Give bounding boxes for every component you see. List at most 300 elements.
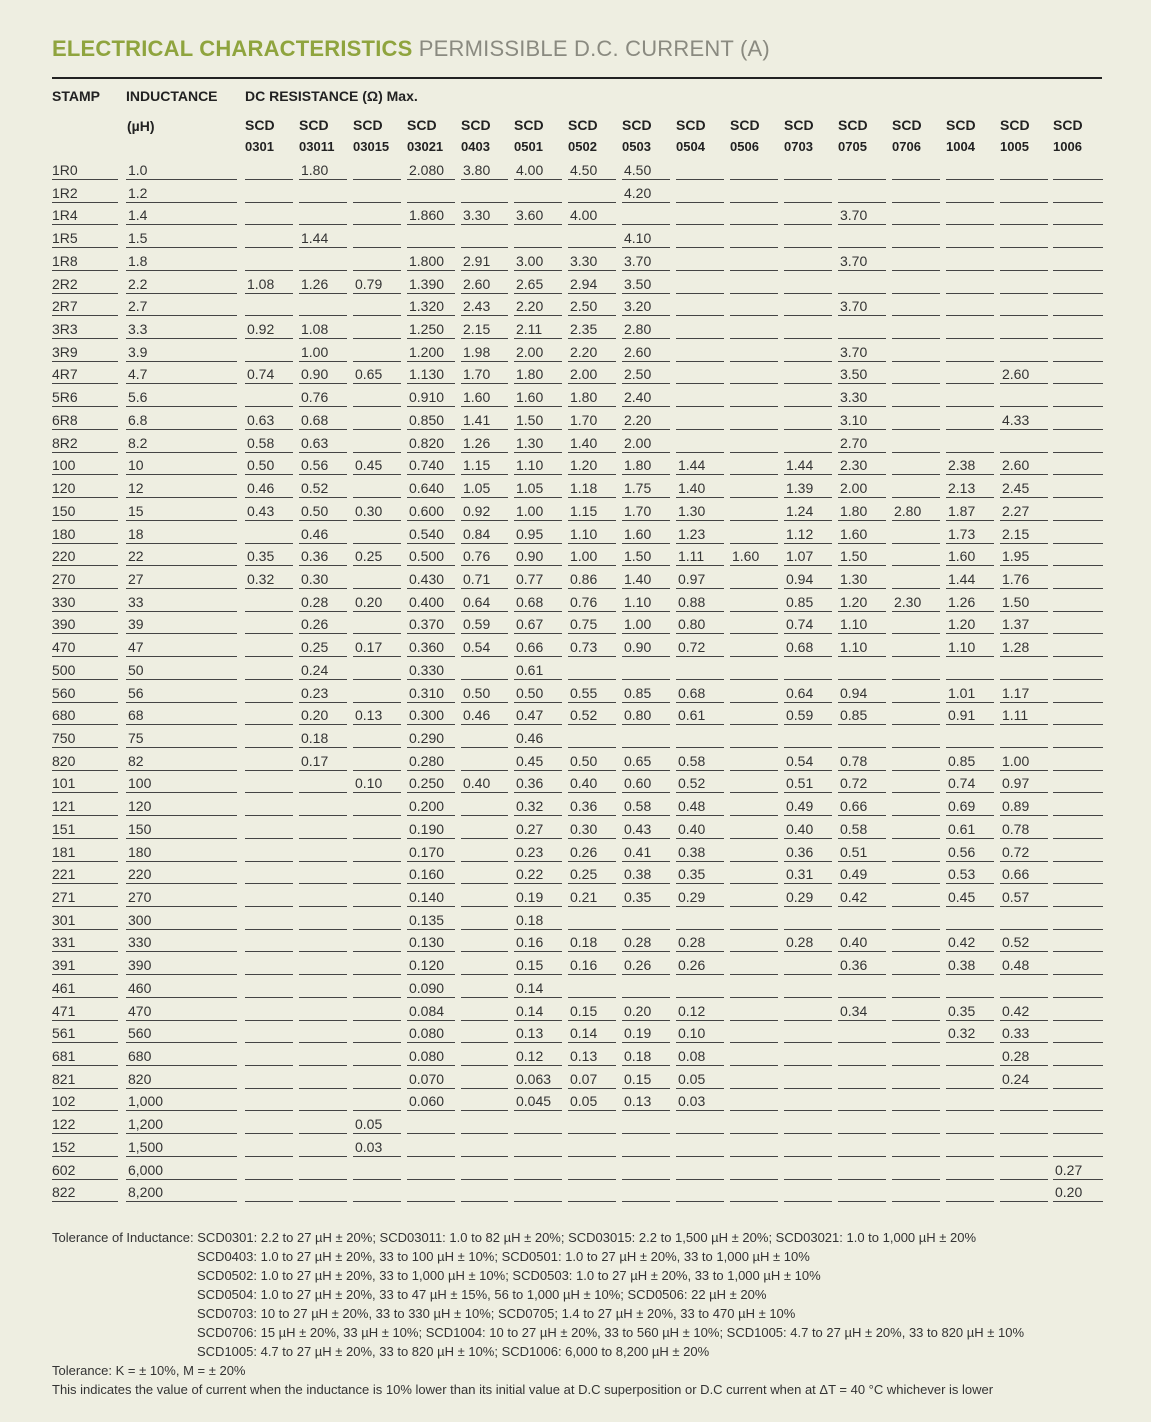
resistance-cell: 0.72 — [676, 637, 724, 657]
resistance-cell: 0.280 — [407, 751, 455, 771]
table-row — [52, 751, 1103, 774]
resistance-cell: 0.20 — [622, 1001, 670, 1021]
resistance-cell — [1053, 342, 1103, 362]
top-rule — [52, 77, 1102, 79]
resistance-cell: 0.24 — [299, 660, 347, 680]
inductance-cell: 1,000 — [126, 1091, 237, 1111]
resistance-cell: 0.66 — [1000, 864, 1048, 884]
resistance-cell — [892, 637, 940, 657]
resistance-cell: 0.33 — [1000, 1023, 1048, 1043]
resistance-cell — [730, 1114, 778, 1134]
resistance-cell — [245, 978, 293, 998]
resistance-cell — [245, 705, 293, 725]
resistance-cell: 0.46 — [514, 728, 562, 748]
resistance-cell: 0.36 — [299, 546, 347, 566]
tolerance-line: SCD0502: 1.0 to 27 µH ± 20%, 33 to 1,000 µH ± 10%; SCD0503: 1.0 to 27 µH ± 20%, 33 to 1,000 µH ± 10% — [197, 1268, 821, 1283]
resistance-cell: 2.35 — [568, 319, 616, 339]
resistance-cell — [784, 251, 832, 271]
resistance-cell — [1053, 455, 1103, 475]
resistance-cell — [514, 1160, 562, 1180]
table-row — [52, 932, 1103, 955]
resistance-cell — [892, 387, 940, 407]
resistance-cell: 0.40 — [568, 773, 616, 793]
resistance-cell — [892, 660, 940, 680]
resistance-cell: 4.50 — [568, 160, 616, 180]
resistance-cell — [353, 478, 401, 498]
resistance-cell: 0.22 — [514, 864, 562, 884]
resistance-cell: 3.50 — [622, 274, 670, 294]
resistance-cell: 0.77 — [514, 569, 562, 589]
resistance-cell — [892, 1069, 940, 1089]
resistance-cell: 0.500 — [407, 546, 455, 566]
resistance-cell — [946, 1182, 994, 1202]
stamp-cell: 500 — [52, 660, 118, 680]
inductance-cell: 560 — [126, 1023, 237, 1043]
resistance-cell — [1053, 228, 1103, 248]
resistance-cell: 0.15 — [568, 1001, 616, 1021]
resistance-cell — [568, 728, 616, 748]
resistance-cell: 1.05 — [514, 478, 562, 498]
resistance-cell — [946, 910, 994, 930]
stamp-cell: 120 — [52, 478, 118, 498]
resistance-cell — [245, 728, 293, 748]
series-header-code: 0506 — [730, 139, 759, 154]
table-row — [52, 1137, 1103, 1160]
resistance-cell — [784, 342, 832, 362]
resistance-cell — [676, 1160, 724, 1180]
resistance-cell — [461, 228, 508, 248]
resistance-cell: 3.30 — [838, 387, 886, 407]
resistance-cell — [946, 1114, 994, 1134]
resistance-cell — [892, 1137, 940, 1157]
resistance-cell — [730, 319, 778, 339]
resistance-cell: 1.60 — [730, 546, 778, 566]
resistance-cell: 0.45 — [353, 455, 401, 475]
tolerance-line: SCD0706: 15 µH ± 20%, 33 µH ± 10%; SCD1004: 10 to 27 µH ± 20%, 33 to 560 µH ± 10%; SCD1005: 4.7 to 27 µH ± 20%, 33 to 820 µH ± 10% — [197, 1325, 1025, 1340]
resistance-cell: 0.42 — [946, 932, 994, 952]
resistance-cell: 0.08 — [676, 1046, 724, 1066]
table-row — [52, 410, 1103, 433]
resistance-cell — [892, 478, 940, 498]
resistance-cell — [892, 728, 940, 748]
resistance-cell — [946, 1069, 994, 1089]
resistance-cell: 1.10 — [568, 524, 616, 544]
header-inductance-unit: (µH) — [127, 118, 155, 134]
resistance-cell — [892, 433, 940, 453]
resistance-cell — [892, 455, 940, 475]
resistance-cell: 0.76 — [461, 546, 508, 566]
resistance-cell — [1053, 728, 1103, 748]
resistance-cell — [622, 205, 670, 225]
resistance-cell: 1.76 — [1000, 569, 1048, 589]
resistance-cell: 4.00 — [514, 160, 562, 180]
resistance-cell — [622, 1160, 670, 1180]
table-row — [52, 524, 1103, 547]
resistance-cell — [730, 637, 778, 657]
series-header-code: 03011 — [299, 139, 335, 154]
resistance-cell: 1.20 — [568, 455, 616, 475]
resistance-cell: 0.30 — [299, 569, 347, 589]
stamp-cell: 820 — [52, 751, 118, 771]
resistance-cell — [245, 773, 293, 793]
resistance-cell — [1000, 342, 1048, 362]
resistance-cell — [1053, 660, 1103, 680]
resistance-cell: 1.07 — [784, 546, 832, 566]
resistance-cell — [838, 728, 886, 748]
resistance-cell — [1053, 1114, 1103, 1134]
resistance-cell — [730, 932, 778, 952]
series-header-top: SCD — [838, 117, 868, 133]
resistance-cell — [730, 705, 778, 725]
resistance-cell: 0.14 — [514, 978, 562, 998]
resistance-cell — [946, 1160, 994, 1180]
resistance-cell: 1.24 — [784, 501, 832, 521]
resistance-cell — [353, 251, 401, 271]
table-row — [52, 546, 1103, 569]
resistance-cell — [1000, 1137, 1048, 1157]
resistance-cell — [353, 819, 401, 839]
resistance-cell — [622, 660, 670, 680]
series-header-top: SCD — [245, 117, 275, 133]
table-row — [52, 364, 1103, 387]
series-header-top: SCD — [892, 117, 922, 133]
resistance-cell — [299, 251, 347, 271]
table-row — [52, 1182, 1103, 1205]
table-row — [52, 1091, 1103, 1114]
resistance-cell: 3.10 — [838, 410, 886, 430]
inductance-cell: 220 — [126, 864, 237, 884]
resistance-cell — [461, 932, 508, 952]
resistance-cell — [1053, 319, 1103, 339]
resistance-cell — [730, 1069, 778, 1089]
stamp-cell: 391 — [52, 955, 118, 975]
stamp-cell: 602 — [52, 1160, 118, 1180]
inductance-cell: 270 — [126, 887, 237, 907]
resistance-cell: 0.32 — [514, 796, 562, 816]
table-row — [52, 614, 1103, 637]
resistance-cell — [353, 433, 401, 453]
resistance-cell — [1000, 205, 1048, 225]
resistance-cell: 1.00 — [1000, 751, 1048, 771]
resistance-cell: 1.30 — [838, 569, 886, 589]
resistance-cell — [461, 1137, 508, 1157]
resistance-cell: 1.87 — [946, 501, 994, 521]
resistance-cell — [946, 1137, 994, 1157]
resistance-cell — [353, 728, 401, 748]
resistance-cell — [892, 1001, 940, 1021]
resistance-cell: 0.74 — [946, 773, 994, 793]
resistance-cell: 0.16 — [568, 955, 616, 975]
resistance-cell: 0.92 — [461, 501, 508, 521]
stamp-cell: 3R9 — [52, 342, 118, 362]
resistance-cell — [1000, 728, 1048, 748]
resistance-cell — [946, 433, 994, 453]
resistance-cell: 0.063 — [514, 1069, 562, 1089]
resistance-cell — [1053, 251, 1103, 271]
resistance-cell: 0.36 — [784, 842, 832, 862]
resistance-cell: 0.50 — [299, 501, 347, 521]
resistance-cell: 1.10 — [514, 455, 562, 475]
resistance-cell — [461, 796, 508, 816]
inductance-cell: 1,500 — [126, 1137, 237, 1157]
resistance-cell: 0.360 — [407, 637, 455, 657]
tolerance-line: SCD0703: 10 to 27 µH ± 20%, 33 to 330 µH ± 10%; SCD0705; 1.4 to 27 µH ± 20%, 33 to 470 µH ± 10% — [197, 1306, 796, 1321]
resistance-cell — [407, 228, 455, 248]
stamp-cell: 1R2 — [52, 183, 118, 203]
resistance-cell: 0.130 — [407, 932, 455, 952]
resistance-cell: 2.15 — [1000, 524, 1048, 544]
series-header-code: 0706 — [892, 139, 921, 154]
inductance-cell: 4.7 — [126, 364, 237, 384]
resistance-cell — [892, 910, 940, 930]
resistance-cell: 0.68 — [299, 410, 347, 430]
resistance-cell — [245, 1023, 293, 1043]
tolerance-line: SCD0403: 1.0 to 27 µH ± 20%, 33 to 100 µH ± 10%; SCD0501: 1.0 to 27 µH ± 20%, 33 to 1,000 µH ± 10% — [197, 1249, 810, 1264]
resistance-cell: 0.46 — [299, 524, 347, 544]
resistance-cell — [299, 955, 347, 975]
resistance-cell: 0.16 — [514, 932, 562, 952]
resistance-cell — [730, 751, 778, 771]
resistance-cell: 0.61 — [676, 705, 724, 725]
resistance-cell — [892, 524, 940, 544]
table-row — [52, 501, 1103, 524]
inductance-cell: 470 — [126, 1001, 237, 1021]
resistance-cell: 0.05 — [568, 1091, 616, 1111]
resistance-cell: 0.97 — [1000, 773, 1048, 793]
resistance-cell: 2.30 — [892, 592, 940, 612]
resistance-cell: 0.400 — [407, 592, 455, 612]
stamp-cell: 102 — [52, 1091, 118, 1111]
resistance-cell: 0.910 — [407, 387, 455, 407]
series-header-code: 1005 — [1000, 139, 1029, 154]
resistance-cell: 0.85 — [784, 592, 832, 612]
resistance-cell — [1053, 705, 1103, 725]
series-header-top: SCD — [676, 117, 706, 133]
resistance-cell — [1000, 228, 1048, 248]
resistance-cell: 0.45 — [514, 751, 562, 771]
resistance-cell: 0.07 — [568, 1069, 616, 1089]
resistance-cell: 1.80 — [568, 387, 616, 407]
resistance-cell — [730, 819, 778, 839]
resistance-cell: 0.30 — [353, 501, 401, 521]
table-row — [52, 1023, 1103, 1046]
resistance-cell — [245, 637, 293, 657]
resistance-cell: 0.50 — [461, 683, 508, 703]
table-row — [52, 978, 1103, 1001]
stamp-cell: 390 — [52, 614, 118, 634]
resistance-cell: 0.50 — [245, 455, 293, 475]
resistance-cell — [245, 524, 293, 544]
resistance-cell: 0.90 — [299, 364, 347, 384]
resistance-cell — [892, 683, 940, 703]
resistance-cell: 0.84 — [461, 524, 508, 544]
resistance-cell: 0.36 — [514, 773, 562, 793]
resistance-cell — [353, 205, 401, 225]
table-row — [52, 251, 1103, 274]
table-row — [52, 1069, 1103, 1092]
inductance-cell: 12 — [126, 478, 237, 498]
resistance-cell — [568, 228, 616, 248]
resistance-cell — [1053, 296, 1103, 316]
inductance-cell: 3.3 — [126, 319, 237, 339]
resistance-cell — [407, 1114, 455, 1134]
resistance-cell: 4.10 — [622, 228, 670, 248]
resistance-cell — [299, 978, 347, 998]
resistance-cell: 0.86 — [568, 569, 616, 589]
resistance-cell: 0.53 — [946, 864, 994, 884]
resistance-cell — [892, 1046, 940, 1066]
table-row — [52, 387, 1103, 410]
resistance-cell: 0.10 — [353, 773, 401, 793]
resistance-cell — [353, 342, 401, 362]
inductance-cell: 2.2 — [126, 274, 237, 294]
resistance-cell — [299, 796, 347, 816]
resistance-cell — [299, 183, 347, 203]
resistance-cell: 1.860 — [407, 205, 455, 225]
resistance-cell — [353, 1023, 401, 1043]
resistance-cell — [730, 864, 778, 884]
resistance-cell: 0.135 — [407, 910, 455, 930]
resistance-cell: 0.54 — [784, 751, 832, 771]
inductance-cell: 56 — [126, 683, 237, 703]
resistance-cell — [1053, 864, 1103, 884]
data-table — [52, 160, 1103, 1205]
series-header-code: 1006 — [1053, 139, 1082, 154]
series-header-code: 03021 — [407, 139, 444, 154]
resistance-cell: 1.30 — [676, 501, 724, 521]
stamp-cell: 680 — [52, 705, 118, 725]
resistance-cell — [838, 228, 886, 248]
resistance-cell — [568, 660, 616, 680]
inductance-cell: 22 — [126, 546, 237, 566]
resistance-cell: 1.00 — [622, 614, 670, 634]
stamp-cell: 1R5 — [52, 228, 118, 248]
resistance-cell: 0.28 — [622, 932, 670, 952]
resistance-cell — [1000, 387, 1048, 407]
resistance-cell — [946, 183, 994, 203]
inductance-cell: 6.8 — [126, 410, 237, 430]
resistance-cell — [676, 910, 724, 930]
resistance-cell: 0.58 — [676, 751, 724, 771]
stamp-cell: 3R3 — [52, 319, 118, 339]
resistance-cell — [730, 251, 778, 271]
table-row — [52, 796, 1103, 819]
resistance-cell: 2.60 — [1000, 455, 1048, 475]
resistance-cell: 0.430 — [407, 569, 455, 589]
resistance-cell — [245, 342, 293, 362]
resistance-cell: 0.49 — [784, 796, 832, 816]
resistance-cell: 1.800 — [407, 251, 455, 271]
resistance-cell — [892, 251, 940, 271]
resistance-cell: 0.59 — [461, 614, 508, 634]
inductance-cell: 1.8 — [126, 251, 237, 271]
tolerance-line: Tolerance of Inductance: SCD0301: 2.2 to 27 µH ± 20%; SCD03011: 1.0 to 82 µH ± 20%; SCD03015: 2.2 to 1,500 µH ± 20%; SCD03021: 1.0 to 1,000 µH ± 20% — [52, 1230, 977, 1245]
resistance-cell — [892, 864, 940, 884]
inductance-cell: 100 — [126, 773, 237, 793]
resistance-cell: 1.30 — [514, 433, 562, 453]
resistance-cell: 0.76 — [568, 592, 616, 612]
resistance-cell — [461, 1091, 508, 1111]
stamp-cell: 271 — [52, 887, 118, 907]
resistance-cell — [892, 887, 940, 907]
resistance-cell: 0.65 — [353, 364, 401, 384]
resistance-cell: 1.60 — [622, 524, 670, 544]
resistance-cell — [245, 1069, 293, 1089]
resistance-cell — [245, 660, 293, 680]
resistance-cell: 2.00 — [622, 433, 670, 453]
resistance-cell — [946, 160, 994, 180]
resistance-cell: 0.65 — [622, 751, 670, 771]
resistance-cell — [784, 728, 832, 748]
resistance-cell: 2.50 — [568, 296, 616, 316]
resistance-cell — [892, 569, 940, 589]
resistance-cell — [730, 1160, 778, 1180]
resistance-cell — [1053, 524, 1103, 544]
resistance-cell — [1053, 1001, 1103, 1021]
resistance-cell — [730, 978, 778, 998]
resistance-cell: 0.084 — [407, 1001, 455, 1021]
resistance-cell: 1.11 — [676, 546, 724, 566]
inductance-cell: 3.9 — [126, 342, 237, 362]
resistance-cell: 1.80 — [514, 364, 562, 384]
resistance-cell — [892, 819, 940, 839]
resistance-cell — [784, 160, 832, 180]
table-row — [52, 592, 1103, 615]
resistance-cell — [730, 228, 778, 248]
resistance-cell — [353, 683, 401, 703]
resistance-cell — [1053, 773, 1103, 793]
resistance-cell: 3.70 — [838, 296, 886, 316]
resistance-cell — [568, 183, 616, 203]
resistance-cell — [730, 614, 778, 634]
resistance-cell: 0.090 — [407, 978, 455, 998]
resistance-cell — [353, 410, 401, 430]
resistance-cell — [407, 1160, 455, 1180]
resistance-cell — [568, 1137, 616, 1157]
stamp-cell: 101 — [52, 773, 118, 793]
resistance-cell: 2.43 — [461, 296, 508, 316]
table-row — [52, 433, 1103, 456]
resistance-cell — [299, 864, 347, 884]
resistance-cell — [299, 1114, 347, 1134]
resistance-cell — [892, 1182, 940, 1202]
resistance-cell — [784, 296, 832, 316]
resistance-cell — [1053, 637, 1103, 657]
resistance-cell — [245, 183, 293, 203]
resistance-cell: 2.00 — [838, 478, 886, 498]
resistance-cell — [892, 796, 940, 816]
resistance-cell — [730, 205, 778, 225]
resistance-cell — [784, 274, 832, 294]
resistance-cell — [676, 728, 724, 748]
resistance-cell — [245, 1001, 293, 1021]
resistance-cell: 0.66 — [514, 637, 562, 657]
resistance-cell — [461, 1182, 508, 1202]
table-row — [52, 728, 1103, 751]
table-row — [52, 819, 1103, 842]
resistance-cell — [622, 728, 670, 748]
resistance-cell: 0.79 — [353, 274, 401, 294]
resistance-cell — [838, 978, 886, 998]
resistance-cell — [730, 1023, 778, 1043]
series-header-top: SCD — [461, 117, 491, 133]
resistance-cell — [461, 910, 508, 930]
resistance-cell: 1.60 — [514, 387, 562, 407]
resistance-cell: 3.30 — [461, 205, 508, 225]
resistance-cell — [838, 1023, 886, 1043]
resistance-cell — [299, 1069, 347, 1089]
resistance-cell: 0.49 — [838, 864, 886, 884]
